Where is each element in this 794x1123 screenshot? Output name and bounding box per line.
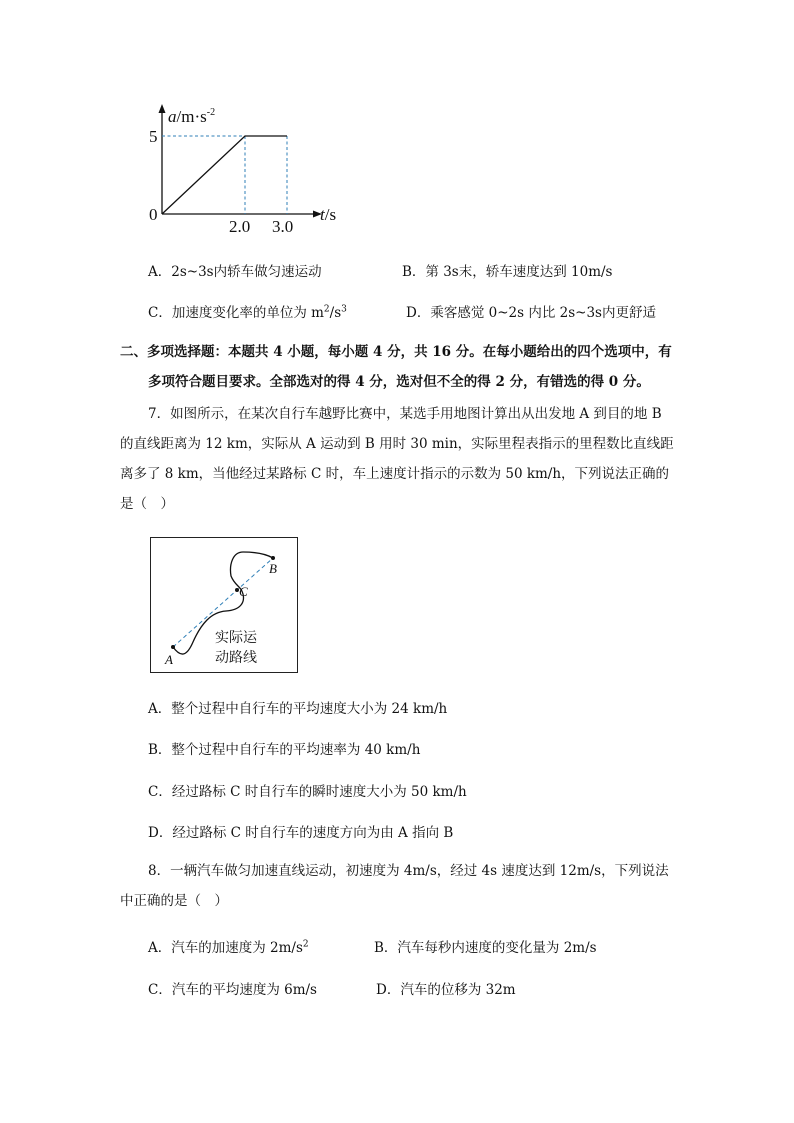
q7-option-d: D．经过路标 C 时自行车的速度方向为由 A 指向 B: [148, 825, 454, 841]
y-axis-label: $a/m\cdot s^{-2}$: [168, 107, 216, 126]
point-a: [171, 645, 175, 649]
q8-option-a: A．汽车的加速度为 $2m/s^2$: [148, 939, 309, 956]
route-map-svg: [151, 538, 297, 672]
q7-option-c: C．经过路标 C 时自行车的瞬时速度大小为 50 km/h: [148, 784, 467, 800]
q8-option-d: D．汽车的位移为 32m: [376, 982, 516, 998]
q6-option-b: B．第 3s末，轿车速度达到 10m/s: [402, 264, 613, 280]
q8-option-c: C．汽车的平均速度为 6m/s: [148, 982, 317, 998]
origin-label: 0: [149, 205, 158, 224]
point-b: [271, 556, 275, 560]
q6-option-d: D．乘客感觉 0~2s 内比 2s~3s内更舒适: [406, 305, 656, 321]
q8-option-b: B．汽车每秒内速度的变化量为 2m/s: [374, 940, 597, 956]
acceleration-line: [162, 136, 287, 214]
section-2-heading: 二、多项选择题：本题共 4 小题，每小题 4 分，共 16 分。在每小题给出的四个选项中，有多项符合题目要求。全部选对的得 4 分，选对但不全的得 2 分，有错选的得 0 分。: [120, 344, 672, 390]
path-label-line2: 动路线: [215, 650, 257, 666]
q7-option-b: B．整个过程中自行车的平均速率为 40 km/h: [148, 742, 421, 758]
q6-option-c: C．加速度变化率的单位为 $m^2/s^3$: [148, 304, 347, 321]
route-map: [150, 537, 298, 673]
graph-svg: [140, 100, 380, 240]
x-tick-2: 2.0: [229, 217, 251, 236]
y-axis-arrow: [159, 104, 166, 113]
y-tick-5: 5: [149, 127, 158, 146]
q6-option-a: A．2s~3s内轿车做匀速运动: [148, 264, 322, 280]
x-tick-3: 3.0: [272, 217, 294, 236]
label-a: A: [165, 652, 173, 667]
path-label-line1: 实际运: [215, 630, 257, 646]
q7-option-a: A．整个过程中自行车的平均速度大小为 24 km/h: [148, 701, 448, 717]
label-b: B: [269, 561, 277, 576]
label-c: C: [239, 584, 248, 599]
q7-stem: 7．如图所示，在某次自行车越野比赛中，某选手用地图计算出从出发地 A 到目的地 B 的直线距离为 12 km，实际从 A 运动到 B 用时 30 min，实际里程表指示的里程数比直线距离多了 8 km，当他经过某路标 C 时，车上速度计指示的示数为 50 km/h，下列说法正确的是（ ）: [120, 406, 674, 512]
x-axis-label: t/s: [320, 205, 337, 224]
q8-stem: 8．一辆汽车做匀加速直线运动，初速度为 4m/s，经过 4s 速度达到 12m/s，下列说法中正确的是（ ）: [120, 863, 669, 909]
acceleration-time-graph: [140, 100, 380, 244]
